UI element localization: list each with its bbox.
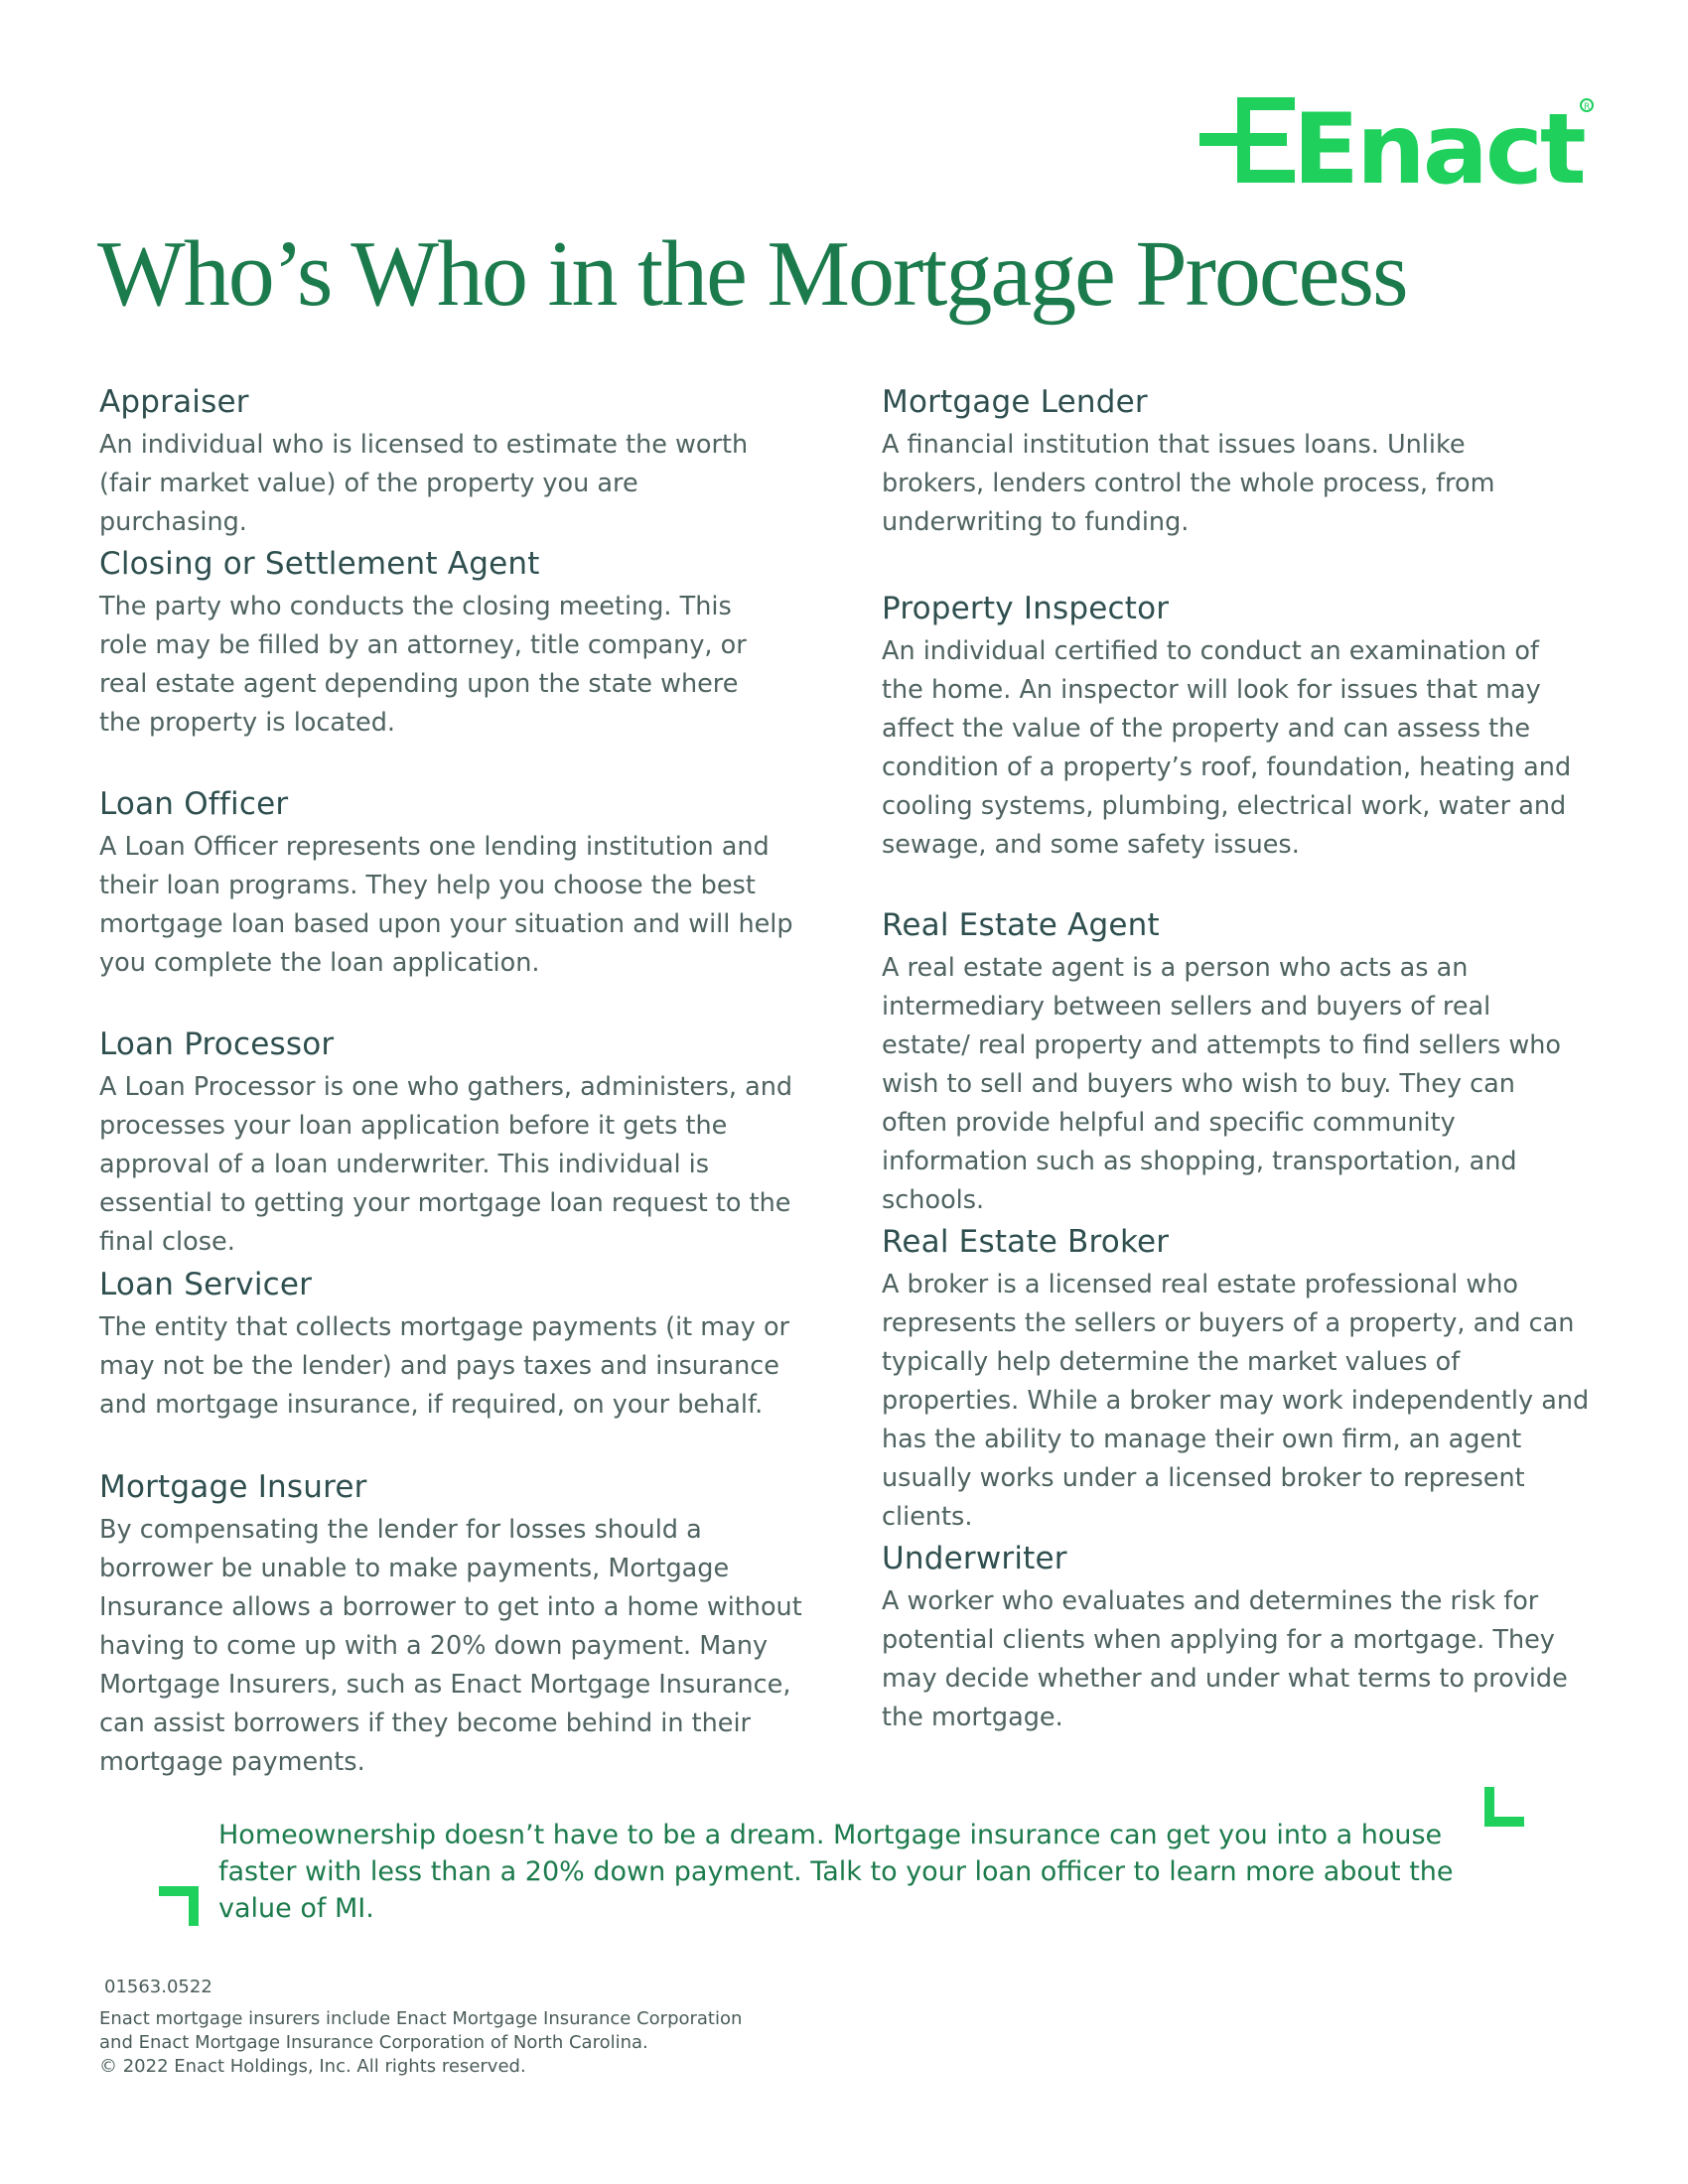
entry-heading: Property Inspector [882, 591, 1170, 626]
entry-heading: Real Estate Agent [882, 907, 1160, 943]
entry-loan-officer [99, 784, 794, 983]
entry-property-inspector [882, 589, 1587, 865]
entry-body: A broker is a licensed real estate professional who represents the sellers or buyers of a property, and can typically help determine the market values of properties. While a broker may work independently and has the ability to manage their own firm, an agent usually works under a licensed broker to represent clients. [882, 1270, 1590, 1532]
entry-loan-servicer [99, 1265, 814, 1425]
footer [99, 1976, 742, 2079]
entry-body: A Loan Officer represents one lending institution and their loan programs. They help you choose the best mortgage loan based upon your situation and will help you complete the loan application. [99, 832, 793, 978]
entry-closing-agent [99, 544, 765, 743]
entry-appraiser [99, 382, 784, 542]
entry-body: An individual certified to conduct an examination of the home. An inspector will look for issues that may affect the value of the property and can assess the condition of a property’s roof, foundation, heating and cooling systems, plumbing, electrical work, water and sewage, and some safety issues. [882, 636, 1572, 860]
entry-heading: Real Estate Broker [882, 1224, 1170, 1260]
entry-body: The entity that collects mortgage payments (it may or may not be the lender) and pays taxes and insurance and mortgage insurance, if required, on your behalf. [99, 1312, 790, 1420]
entry-heading: Loan Processor [99, 1026, 335, 1062]
entry-heading: Mortgage Insurer [99, 1469, 367, 1505]
entry-loan-processor [99, 1024, 814, 1262]
footer-disclaimer-line: and Enact Mortgage Insurance Corporation of North Carolina. [99, 2032, 648, 2053]
entry-mortgage-insurer [99, 1467, 814, 1782]
entry-body: A worker who evaluates and determines the risk for potential clients when applying for a mortgage. They may decide whether and under what terms to provide the mortgage. [882, 1586, 1568, 1732]
entry-body: By compensating the lender for losses should a borrower be unable to make payments, Mortgage Insurance allows a borrower to get into a home without having to come up with a 20% down payment. Many Mortgage Insurers, such as Enact Mortgage Insurance, can assist borrowers if they become behind in their mortgage payments. [99, 1515, 802, 1777]
logo-wordmark: Enact [1293, 93, 1584, 197]
entry-mortgage-lender [882, 382, 1567, 542]
svg-text:R: R [1584, 102, 1591, 112]
callout-text: Homeownership doesn’t have to be a dream. Mortgage insurance can get you into a house faster with less than a 20% down payment. Talk to your loan officer to learn more about the value of MI. [218, 1820, 1454, 1924]
entry-heading: Appraiser [99, 384, 249, 420]
copyright: © 2022 Enact Holdings, Inc. All rights reserved. [99, 2056, 526, 2077]
footer-disclaimer-line: Enact mortgage insurers include Enact Mortgage Insurance Corporation [99, 2008, 743, 2029]
entry-body: An individual who is licensed to estimate the worth (fair market value) of the property you are purchasing. [99, 430, 749, 537]
entry-heading: Underwriter [882, 1541, 1067, 1576]
entry-heading: Loan Officer [99, 786, 289, 822]
entry-real-estate-agent [882, 905, 1587, 1220]
page-title: Who’s Who in the Mortgage Process [97, 222, 1407, 326]
entry-heading: Loan Servicer [99, 1267, 313, 1302]
entry-body: A real estate agent is a person who acts as an intermediary between sellers and buyers of real estate/ real property and attempts to find sellers who wish to sell and buyers who wish to buy. They can often provide helpful and specific community information such as shopping, transportation, and schools. [882, 953, 1562, 1215]
entry-underwriter [882, 1539, 1577, 1737]
entry-body: A financial institution that issues loans. Unlike brokers, lenders control the whole process, from underwriting to funding. [882, 430, 1495, 537]
entry-real-estate-broker [882, 1222, 1597, 1537]
entry-heading: Closing or Settlement Agent [99, 546, 540, 582]
entry-body: The party who conducts the closing meeting. This role may be filled by an attorney, title company, or real estate agent depending upon the state where the property is located. [99, 592, 747, 738]
entry-body: A Loan Processor is one who gathers, administers, and processes your loan application before it gets the approval of a loan underwriter. This individual is essential to getting your mortgage loan request to the final close. [99, 1072, 793, 1257]
enact-logo [1192, 87, 1599, 197]
document-code: 01563.0522 [104, 1977, 212, 1997]
entry-heading: Mortgage Lender [882, 384, 1148, 420]
